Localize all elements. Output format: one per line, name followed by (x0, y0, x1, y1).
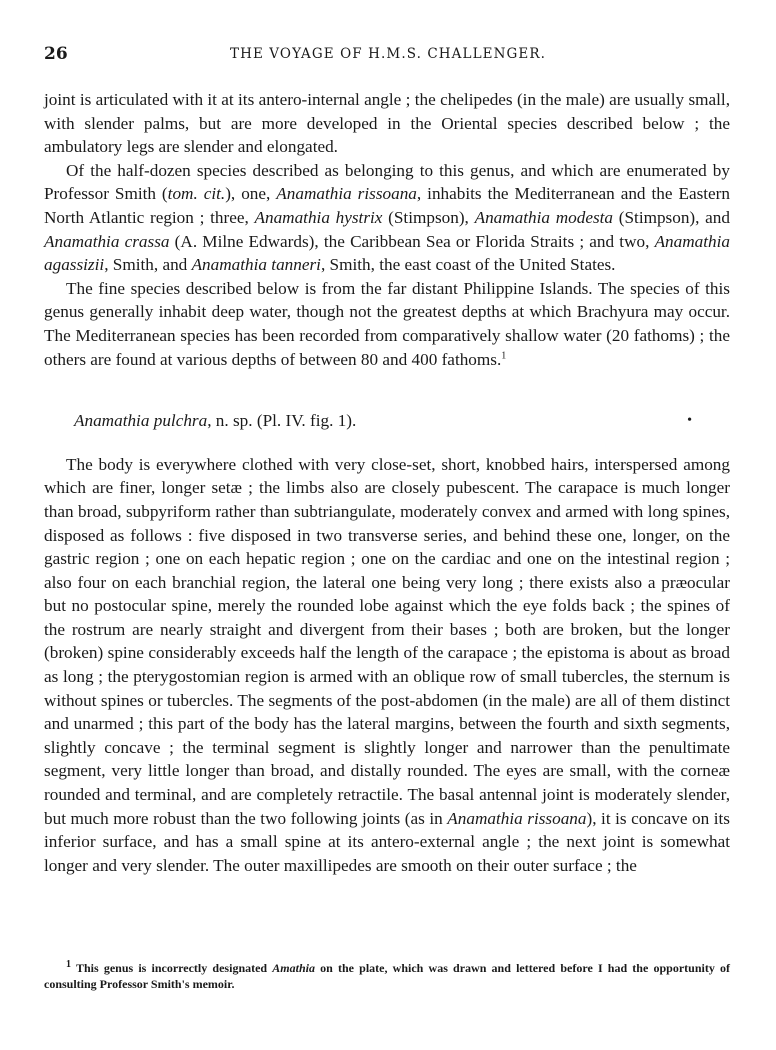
species-name: Anamathia agassizii (44, 231, 730, 275)
paragraph-1: joint is articulated with it at its antero-internal angle ; the chelipedes (in the male) are usually small, with slender palms, but are more developed in the Oriental species described below ; the ambulatory legs are slender and elongated. (44, 90, 730, 157)
running-title: THE VOYAGE OF H.M.S. CHALLENGER. (229, 46, 547, 62)
species-name: Anamathia rissoana (447, 808, 587, 828)
text-run: The fine species described below is from the far distant Philippine Islands. The species of this genus generally inhabit deep water, though not the greatest depths at which Brachyura may occur. The Mediterranean species has been recorded from comparatively shallow water (20 fathoms) ; the others are found at various depths of between 80 and 400 fathoms. (44, 278, 730, 369)
citation: tom. cit. (167, 184, 226, 204)
species-name: Anamathia pulchra (74, 411, 208, 431)
text-run: , Smith, and (104, 255, 192, 275)
footnote (44, 960, 730, 992)
heading-rest: , n. sp. (Pl. IV. fig. 1). (207, 411, 357, 431)
paragraph-3 (44, 277, 730, 371)
text-run: (A. Milne Edwards), the Caribbean Sea or Florida Straits ; and two, (169, 231, 655, 251)
paragraph-2 (44, 159, 730, 277)
body-text (44, 88, 730, 877)
text-run: , inhabits the Mediterranean and the Eastern North Atlantic region ; three, (44, 184, 731, 227)
species-name: Anamathia modesta (474, 207, 614, 227)
text-run: on the plate, which was drawn and lettered before I had the opportunity of consulting Professor Smith's memoir. (44, 961, 730, 991)
genus-name: Amathia (272, 961, 315, 975)
page-header (44, 44, 732, 66)
footnote-marker: 1 (501, 349, 507, 361)
text-run: ), one, (225, 184, 277, 204)
species-description (44, 453, 730, 878)
text-run: (Stimpson), and (613, 207, 730, 227)
text-run: Of the half-dozen species described as belonging to this genus, and which are enumerated by Professor Smith ( (44, 160, 730, 204)
text-run: (Stimpson), (382, 207, 475, 227)
footnote-marker: 1 (66, 959, 71, 970)
species-name: Anamathia rissoana (276, 184, 417, 204)
species-heading (74, 409, 730, 433)
species-name: Anamathia crassa (44, 231, 170, 251)
species-name: Anamathia tanneri (191, 255, 321, 275)
text-run: The body is everywhere clothed with very close-set, short, knobbed hairs, interspersed among which are finer, longer setæ ; the limbs also are closely pubescent. The carapace is much longer than broad, subpyriform rather than subtriangulate, moderately convex and armed with long spines, disposed as follows : five disposed in two transverse series, and behind these one, longer, on the gastric region ; one on each hepatic region ; one on the cardiac and one on the intestinal region ; also four on each branchial region, the lateral one being very long ; there exists also a præocular but no postocular spine, merely the rounded lobe against which the eye folds back ; the spines of the rostrum are nearly straight and divergent from their bases ; both are broken, but the longer (broken) spine considerably exceeds half the length of the carapace ; the epistoma is about as broad as long ; the pterygostomian region is armed with an oblique row of small tubercles, the sternum is without spines or tubercles. The segments of the post-abdomen (in the male) are all of them distinct and unarmed ; this part of the body has the lateral margins, between the fourth and sixth segments, slightly concave ; the terminal segment is slightly longer and narrower than the penultimate segment, very little longer than broad, and distally rounded. The eyes are small, with the corneæ rounded and terminal, and are completely retractile. The basal antennal joint is moderately slender, but much more robust than the two following joints (as in (44, 454, 730, 828)
text-run: ), it is concave on its inferior surface, and has a small spine at its antero-external angle ; the next joint is somewhat longer and very slender. The outer maxillipedes are smooth on their outer surface ; the (44, 808, 730, 875)
page-number: 26 (44, 44, 68, 64)
text-run: This genus is incorrectly designated (71, 961, 273, 975)
species-name: Anamathia hystrix (254, 207, 383, 227)
stray-mark: • (687, 413, 692, 429)
text-run: , Smith, the east coast of the United States. (320, 255, 616, 275)
